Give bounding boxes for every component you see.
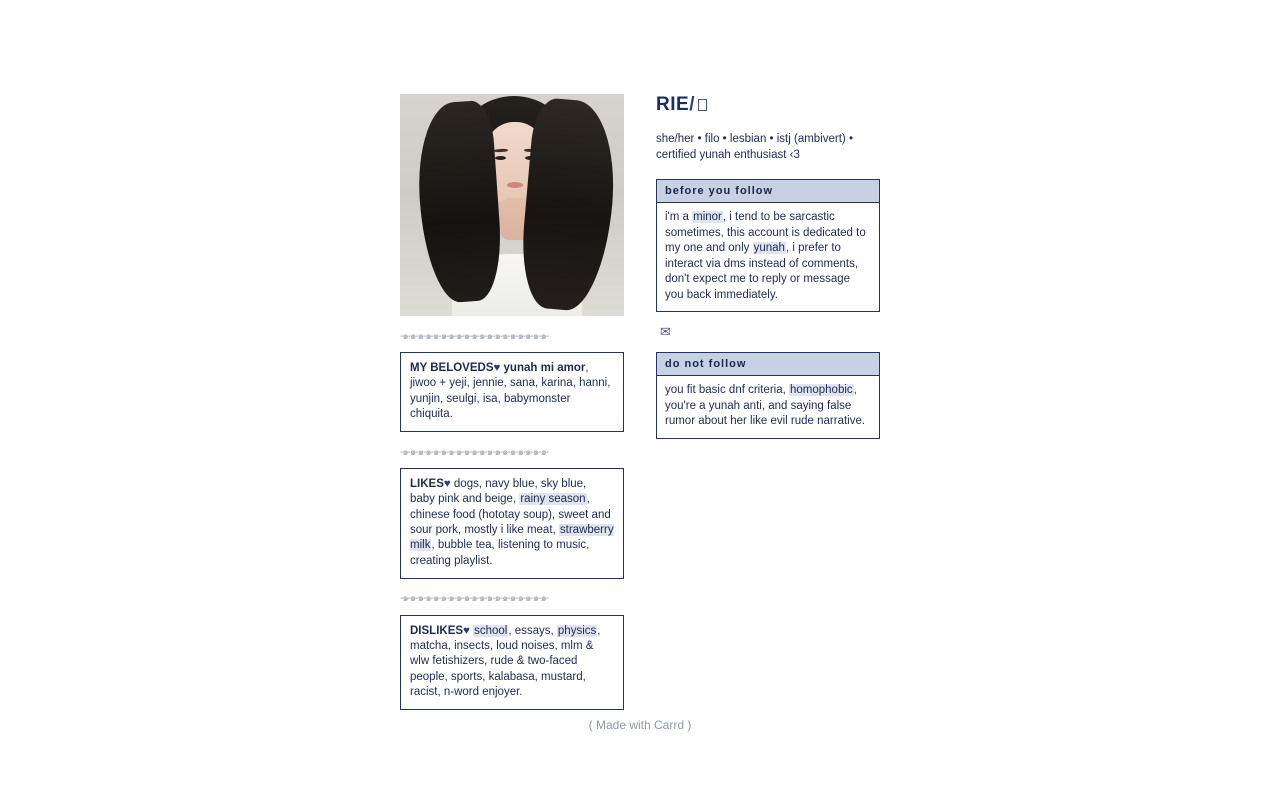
likes-card [400, 468, 624, 579]
dnf-text-1: you fit basic dnf criteria, [665, 384, 789, 397]
beloveds-highlight: yunah mi amor [503, 362, 586, 374]
byf-text-1: i'm a [665, 211, 693, 224]
left-column [400, 94, 624, 710]
likes-text-1: dogs, navy blue, sky blue, baby pink and beige, [410, 478, 587, 506]
heart-icon: ♥ [463, 624, 470, 637]
byf-highlight-1: minor [693, 211, 722, 224]
before-you-follow-title: before you follow [656, 179, 880, 202]
bio-text: she/her • filo • lesbian • istj (ambivert) • certified yunah enthusiast ‹3 [656, 133, 853, 161]
heart-icon: ♥ [443, 478, 451, 491]
divider-chain-1: -๑-๑-๑-๑-๑-๑-๑-๑-๑-๑-๑-๑-๑-๑-๑-๑-๑-๑-๑- [400, 330, 549, 342]
beloveds-card [400, 352, 624, 432]
tofu-box-icon [698, 99, 707, 111]
right-column [656, 94, 880, 453]
dislikes-text-2: , matcha, insects, loud noises, mlm & wlw fetishizers, rude & two-faced people, sports, kalabasa, mustard, racist, n-word enjoyer. [410, 624, 601, 698]
likes-text-3: , bubble tea, listening to music, creating playlist. [410, 539, 590, 567]
do-not-follow-title: do not follow [656, 352, 880, 375]
mail-icon: ✉ [660, 324, 671, 340]
byf-highlight-2: yunah [753, 242, 785, 255]
portrait-photo [400, 94, 624, 316]
likes-highlight-1: rainy season [520, 493, 586, 506]
likes-highlight-2: strawberry milk [410, 523, 614, 552]
beloveds-label: MY BELOVEDS [410, 362, 494, 374]
dislikes-highlight-2: physics [557, 624, 597, 637]
heart-icon: ♥ [493, 362, 501, 374]
divider-chain-3: -๑-๑-๑-๑-๑-๑-๑-๑-๑-๑-๑-๑-๑-๑-๑-๑-๑-๑-๑- [400, 593, 549, 605]
divider-chain-2: -๑-๑-๑-๑-๑-๑-๑-๑-๑-๑-๑-๑-๑-๑-๑-๑-๑-๑-๑- [400, 446, 549, 458]
byf-text-3: , i prefer to interact via dms instead of comments, don't expect me to reply or message you back immediately. [665, 242, 859, 301]
likes-text-2: , chinese food (hototay soup), sweet and sour pork, mostly i like meat, [410, 493, 611, 536]
byf-text-2: , i tend to be sarcastic sometimes, this account is dedicated to my one and only [665, 211, 866, 255]
do-not-follow-body [656, 375, 880, 439]
page-title [656, 94, 880, 116]
portrait-lips [507, 182, 523, 188]
dnf-highlight-1: homophobic [790, 384, 853, 397]
do-not-follow-panel [656, 352, 880, 439]
dislikes-highlight-1: school [474, 624, 508, 637]
portrait-eye-left [495, 156, 506, 160]
dnf-text-2: , you're a yunah anti, and saying false rumor about her like evil rude narrative. [665, 384, 866, 428]
footer [0, 718, 1280, 732]
dislikes-label: DISLIKES [410, 624, 464, 637]
dislikes-text-1: , essays, [508, 624, 557, 637]
before-you-follow-body [656, 202, 880, 312]
before-you-follow-panel [656, 179, 880, 312]
made-with-carrd-link[interactable]: ( Made with Carrd ) [588, 718, 692, 732]
handle-slash: / [689, 94, 695, 115]
handle-text: RIE [656, 94, 690, 115]
likes-label: LIKES [410, 478, 444, 491]
beloveds-text: , jiwoo + yeji, jennie, sana, karina, hanni, yunjin, seulgi, isa, babymonster chiquita. [410, 362, 611, 420]
dislikes-card [400, 615, 624, 710]
